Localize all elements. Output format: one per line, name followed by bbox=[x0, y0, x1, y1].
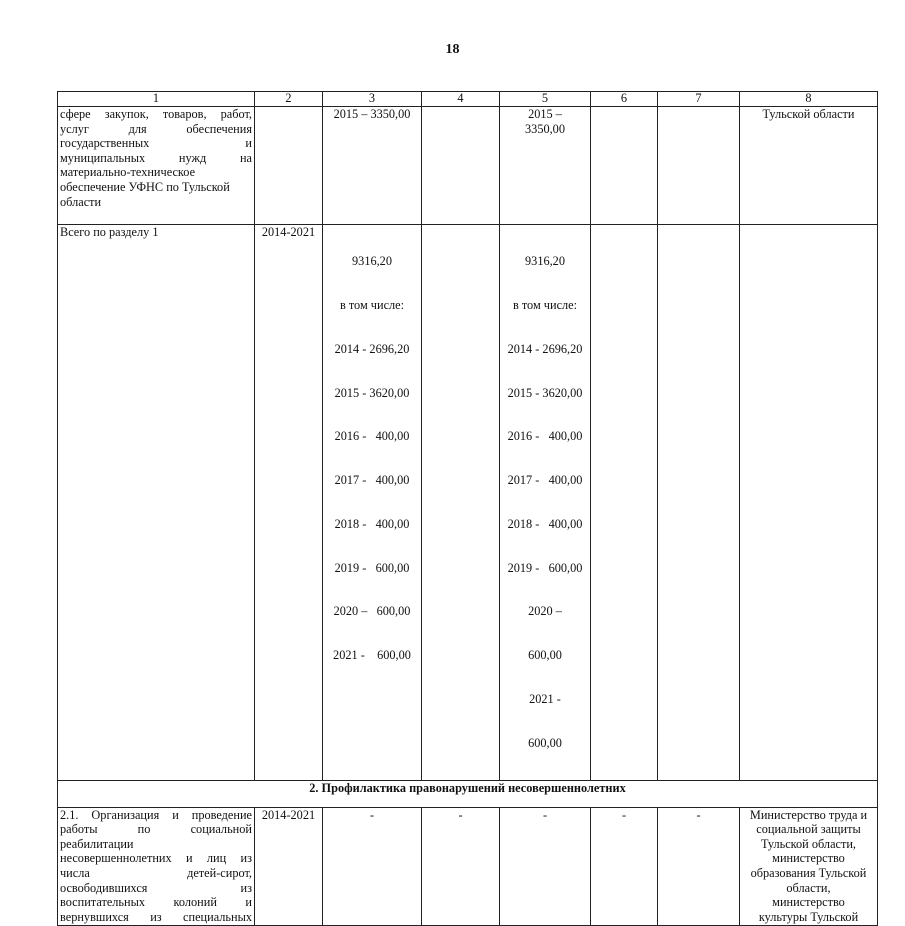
row2-col4 bbox=[422, 225, 500, 781]
text-line: государственных и bbox=[60, 136, 252, 151]
page-number: 18 bbox=[445, 42, 460, 57]
text-line: социальной защиты bbox=[756, 822, 861, 837]
row3-col3: - bbox=[323, 807, 422, 925]
row1-col8: Тульской области bbox=[740, 107, 878, 225]
row1-col3: 2015 – 3350,00 bbox=[323, 107, 422, 225]
row3-col4: - bbox=[422, 807, 500, 925]
row1-col5 bbox=[500, 107, 591, 225]
text-line: несовершеннолетних и лиц из bbox=[60, 851, 252, 866]
text-line: 2.1. Организация и проведение bbox=[60, 807, 252, 822]
header-cell-3: 3 bbox=[323, 92, 422, 107]
text-line: 2018 - 400,00 bbox=[334, 516, 410, 531]
row3-col2: 2014-2021 bbox=[255, 807, 323, 925]
text-line: 2019 - 600,00 bbox=[334, 560, 410, 575]
text-line: услуг для обеспечения bbox=[60, 121, 252, 136]
text-line: освободившихся из bbox=[60, 880, 252, 895]
header-cell-1: 1 bbox=[58, 92, 255, 107]
row1-col4 bbox=[422, 107, 500, 225]
header-cell-6: 6 bbox=[591, 92, 658, 107]
row1-col7 bbox=[658, 107, 740, 225]
row2-col1: Всего по разделу 1 bbox=[58, 225, 255, 781]
text-line: 2017 - 400,00 bbox=[507, 473, 583, 488]
header-cell-2: 2 bbox=[255, 92, 323, 107]
text-line: Тульской области, bbox=[760, 836, 857, 851]
text-line: муниципальных нужд на bbox=[60, 150, 252, 165]
text-line: Министерство труда и bbox=[749, 807, 868, 822]
text-line: области bbox=[60, 194, 102, 209]
text-line: работы по социальной bbox=[60, 822, 252, 837]
text-line: образования Тульской bbox=[750, 865, 867, 880]
row1-col1 bbox=[58, 107, 255, 225]
text-line: 2021 - 600,00 bbox=[333, 648, 411, 663]
header-cell-5: 5 bbox=[500, 92, 591, 107]
table-header-row bbox=[58, 92, 878, 107]
text-line: 600,00 bbox=[528, 648, 562, 663]
text-line: 2018 - 400,00 bbox=[507, 516, 583, 531]
row2-col5 bbox=[500, 225, 591, 781]
row2-col6 bbox=[591, 225, 658, 781]
text-line: числа детей-сирот, bbox=[60, 865, 252, 880]
text-line: области, bbox=[786, 880, 831, 895]
text-line: 2017 - 400,00 bbox=[334, 473, 410, 488]
header-cell-7: 7 bbox=[658, 92, 740, 107]
row2-col8 bbox=[740, 225, 878, 781]
text-line: 2019 - 600,00 bbox=[507, 560, 583, 575]
text-line: 2014 - 2696,20 bbox=[334, 341, 410, 356]
section-row bbox=[58, 780, 878, 807]
text-line: вернувшихся из специальных bbox=[60, 909, 252, 924]
header-cell-4: 4 bbox=[422, 92, 500, 107]
text-line: 2014 - 2696,20 bbox=[507, 341, 583, 356]
text-line: сфере закупок, товаров, работ, bbox=[60, 107, 252, 121]
table-row bbox=[58, 107, 878, 225]
text-line: в том числе: bbox=[512, 297, 578, 312]
row1-col6 bbox=[591, 107, 658, 225]
table-row bbox=[58, 807, 878, 925]
text-line: 2016 - 400,00 bbox=[507, 429, 583, 444]
text-line: 2016 - 400,00 bbox=[334, 429, 410, 444]
text-line: 9316,20 bbox=[525, 254, 565, 269]
row3-col1 bbox=[58, 807, 255, 925]
header-cell-8: 8 bbox=[740, 92, 878, 107]
program-table bbox=[57, 91, 878, 926]
text-line: реабилитации bbox=[60, 836, 134, 851]
text-line: 2015 - 3620,00 bbox=[507, 385, 583, 400]
text-line: министерство bbox=[772, 895, 845, 910]
table-row bbox=[58, 225, 878, 781]
row3-col6: - bbox=[591, 807, 658, 925]
text-line: культуры Тульской bbox=[758, 909, 859, 924]
text-line: 9316,20 bbox=[352, 254, 392, 269]
text-line: 3350,00 bbox=[525, 121, 565, 136]
row3-col7: - bbox=[658, 807, 740, 925]
text-line: обеспечение УФНС по Тульской bbox=[60, 179, 230, 194]
text-line: 2020 – bbox=[528, 604, 562, 619]
text-line: материально-техническое bbox=[60, 165, 196, 180]
row2-col7 bbox=[658, 225, 740, 781]
text-line: 2020 – 600,00 bbox=[333, 604, 411, 619]
section-title: 2. Профилактика правонарушений несовершеннолетних bbox=[58, 780, 878, 807]
text-line: воспитательных колоний и bbox=[60, 895, 252, 910]
row1-col2 bbox=[255, 107, 323, 225]
row2-col3 bbox=[323, 225, 422, 781]
text-line: министерство bbox=[772, 851, 845, 866]
text-line: 2021 - bbox=[529, 692, 561, 706]
text-line: 600,00 bbox=[528, 735, 562, 750]
row3-col5: - bbox=[500, 807, 591, 925]
text-line: 2015 - 3620,00 bbox=[334, 385, 410, 400]
text-line: 2015 – bbox=[528, 107, 562, 121]
row3-col8 bbox=[740, 807, 878, 925]
row2-col2: 2014-2021 bbox=[255, 225, 323, 781]
text-line: в том числе: bbox=[339, 297, 405, 312]
